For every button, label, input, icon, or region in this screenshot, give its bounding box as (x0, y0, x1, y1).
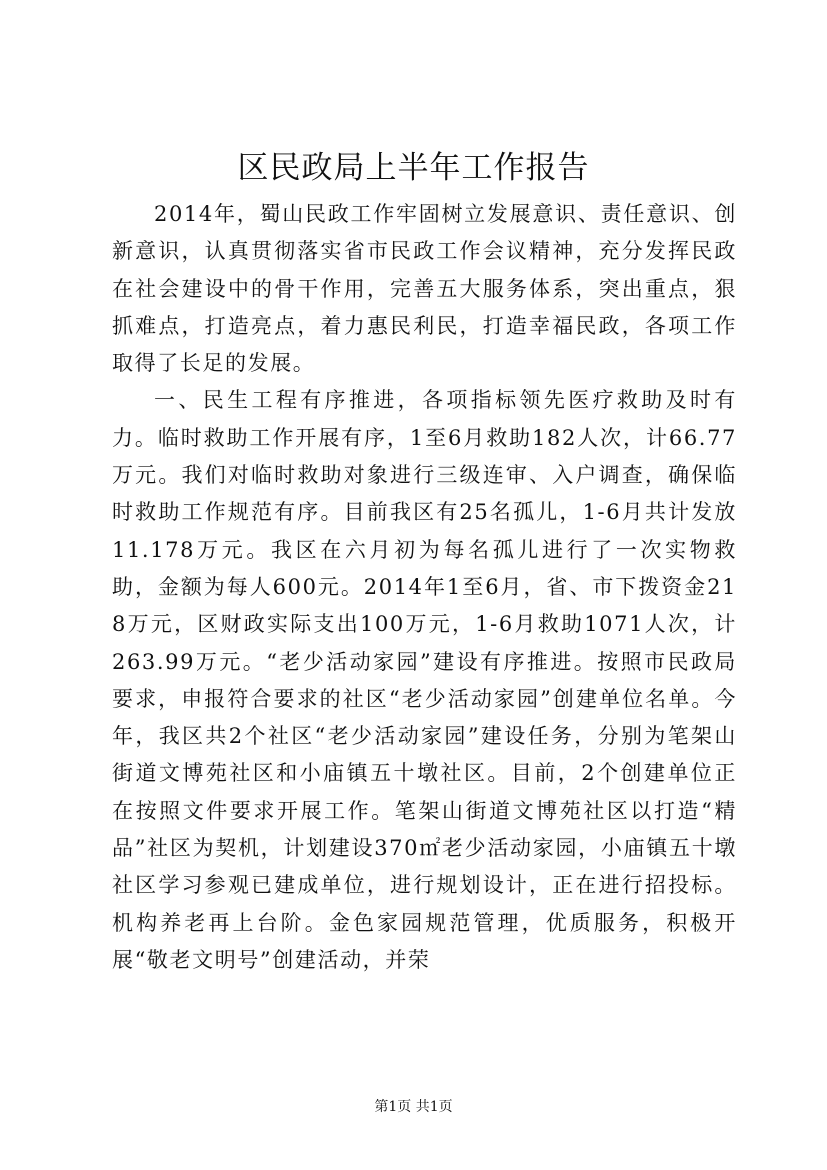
document-body (112, 196, 737, 979)
paragraph-intro: 2014年，蜀山民政工作牢固树立发展意识、责任意识、创新意识，认真贯彻落实省市民政工作会议精神，充分发挥民政在社会建设中的骨干作用，完善五大服务体系，突出重点，狠抓难点，打造亮点，着力惠民利民，打造幸福民政，各项工作取得了长足的发展。 (112, 202, 737, 376)
page-footer: 第1页 共1页 (374, 1099, 453, 1115)
paragraph-section-1: 一、民生工程有序推进，各项指标领先医疗救助及时有力。临时救助工作开展有序，1至6月救助182人次，计66.77万元。我们对临时救助对象进行三级连审、入户调查，确保临时救助工作规范有序。目前我区有25名孤儿，1-6月共计发放11.178万元。我区在六月初为每名孤儿进行了一次实物救助，金额为每人600元。2014年1至6月，省、市下拨资金218万元，区财政实际支出100万元，1-6月救助1071人次，计263.99万元。“老少活动家园”建设有序推进。按照市民政局要求，申报符合要求的社区“老少活动家园”创建单位名单。今年，我区共2个社区“老少活动家园”建设任务，分别为笔架山街道文博苑社区和小庙镇五十墩社区。目前，2个创建单位正在按照文件要求开展工作。笔架山街道文博苑社区以打造“精品”社区为契机，计划建设370㎡老少活动家园，小庙镇五十墩社区学习参观已建成单位，进行规划设计，正在进行招投标。机构养老再上台阶。金色家园规范管理，优质服务，积极开展“敬老文明号”创建活动，并荣 (112, 388, 737, 972)
document-title: 区民政局上半年工作报告 (237, 150, 590, 186)
